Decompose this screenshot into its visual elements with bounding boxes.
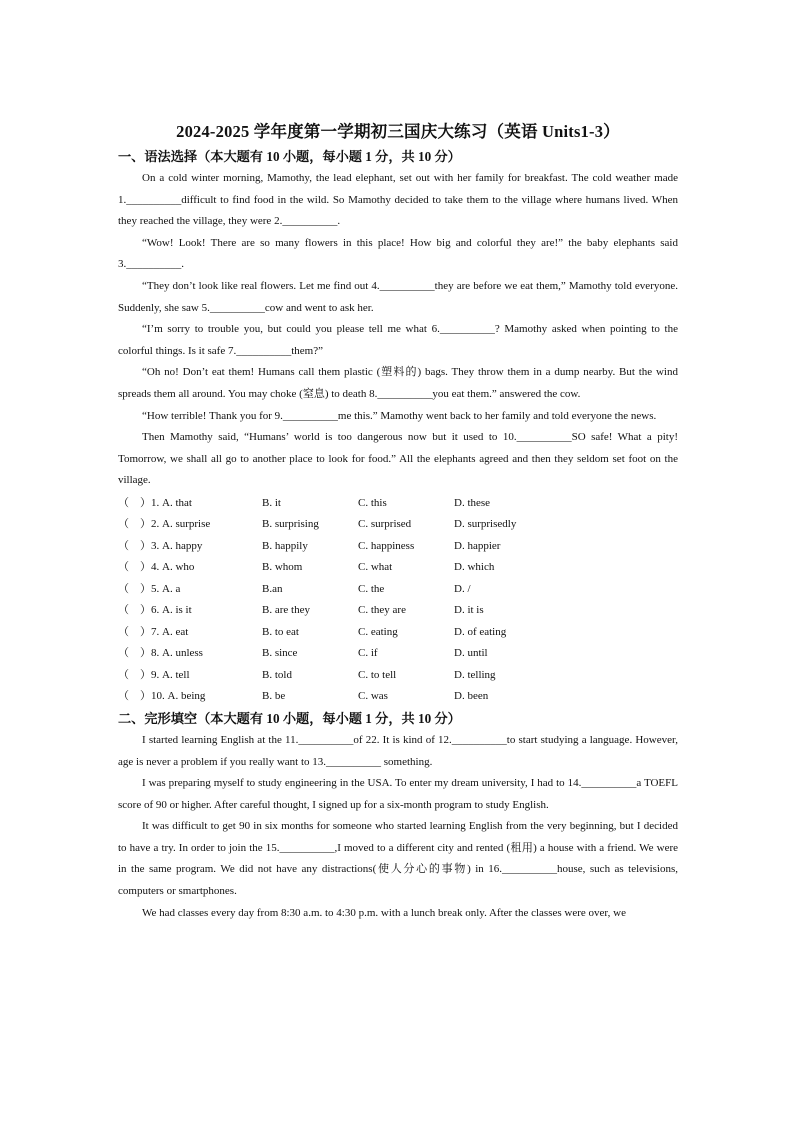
option-row bbox=[118, 622, 678, 644]
question-option: D. of eating bbox=[454, 625, 507, 638]
section1-options bbox=[118, 493, 678, 708]
question-option-a: （ ）4. A. who bbox=[118, 561, 195, 574]
passage-paragraph: I was preparing myself to study engineering in the USA. To enter my dream university, I had to 14.__________a TOEFL score of 90 or higher. After careful thought, I signed up for a six-month program to study English. bbox=[118, 777, 678, 811]
passage-paragraph: “Oh no! Don’t eat them! Humans call them plastic (塑料的) bags. They throw them in a dump nearby. But the wind spreads them all around. You may choke (窒息) to death 8.__________you eat them.” answered the cow. bbox=[118, 366, 678, 400]
section2-heading: 二、完形填空（本大题有 10 小题，每小题 1 分，共 10 分） bbox=[118, 710, 461, 726]
question-option: C. surprised bbox=[358, 518, 412, 531]
question-option-a: （ ）8. A. unless bbox=[118, 647, 203, 660]
question-option: D. it is bbox=[454, 604, 484, 617]
option-row bbox=[118, 536, 678, 558]
question-option: B. to eat bbox=[262, 625, 299, 638]
section2-passage bbox=[118, 730, 678, 924]
question-option-a: （ ）2. A. surprise bbox=[118, 518, 211, 531]
question-option: D. which bbox=[454, 561, 495, 574]
option-row bbox=[118, 686, 678, 708]
passage-paragraph: We had classes every day from 8:30 a.m. to 4:30 p.m. with a lunch break only. After the classes were over, we bbox=[142, 906, 626, 919]
passage-paragraph: I started learning English at the 11.__________of 22. It is kind of 12.__________to start studying a language. However, age is never a problem if you really want to 13.__________ something. bbox=[118, 733, 678, 768]
passage-paragraph: On a cold winter morning, Mamothy, the lead elephant, set out with her family for breakfast. The cold weather made 1.__________difficult to find food in the wild. So Mamothy decided to take them to the village where humans lived. When they reached the village, they were 2.__________. bbox=[118, 172, 678, 228]
question-option: C. what bbox=[358, 561, 393, 574]
question-option-a: （ ）7. A. eat bbox=[118, 625, 189, 638]
question-option-a: （ ）3. A. happy bbox=[118, 539, 203, 552]
option-row bbox=[118, 600, 678, 622]
question-option-a: （ ）6. A. is it bbox=[118, 604, 192, 617]
question-option: B. be bbox=[262, 690, 286, 703]
question-option: C. the bbox=[358, 582, 385, 595]
question-option: D. been bbox=[454, 690, 489, 703]
option-row bbox=[118, 557, 678, 579]
question-option: D. / bbox=[454, 582, 471, 595]
question-option: D. surprisedly bbox=[454, 518, 517, 531]
question-option: C. they are bbox=[358, 604, 406, 617]
question-option: D. happier bbox=[454, 539, 501, 552]
passage-paragraph: Then Mamothy said, “Humans’ world is too dangerous now but it used to 10.__________SO safe! What a pity! Tomorrow, we shall all go to another place to look for food.” All the elephants agreed and then they seldom set foot on the village. bbox=[118, 431, 678, 487]
page-title: 2024-2025 学年度第一学期初三国庆大练习（英语 Units1-3） bbox=[176, 122, 620, 141]
question-option-a: （ ）5. A. a bbox=[118, 582, 181, 595]
question-option: C. was bbox=[358, 690, 388, 703]
question-option: B. are they bbox=[262, 604, 310, 617]
question-option: B. whom bbox=[262, 561, 303, 574]
option-row bbox=[118, 493, 678, 515]
question-option: B. since bbox=[262, 647, 298, 660]
section1-heading: 一、语法选择（本大题有 10 小题，每小题 1 分，共 10 分） bbox=[118, 149, 461, 164]
question-option: B. it bbox=[262, 496, 281, 509]
question-option-a: （ ）10. A. being bbox=[118, 690, 206, 703]
question-option: C. happiness bbox=[358, 539, 415, 552]
question-option: B.an bbox=[262, 582, 283, 595]
question-option: B. happily bbox=[262, 539, 308, 552]
question-option: C. eating bbox=[358, 625, 398, 638]
question-option: C. to tell bbox=[358, 668, 397, 681]
passage-paragraph: “I’m sorry to trouble you, but could you please tell me what 6.__________? Mamothy asked when pointing to the colorful things. Is it safe 7.__________them?” bbox=[118, 323, 678, 357]
option-row bbox=[118, 514, 678, 536]
passage-paragraph: It was difficult to get 90 in six months for someone who started learning English from the very beginning, but I decided to have a try. In order to join the 15.__________,I moved to a different city and rented (租用) a house with a friend. We were in the same program. We did not have any distractions(使人分心的事物) in 16.__________house, such as televisions, computers or smartphones. bbox=[118, 820, 678, 898]
option-row bbox=[118, 665, 678, 687]
passage-paragraph: “Wow! Look! There are so many flowers in this place! How big and colorful they are!” the baby elephants said 3.__________. bbox=[118, 236, 678, 271]
section1-passage bbox=[118, 168, 678, 492]
question-option-a: （ ）1. A. that bbox=[118, 496, 192, 509]
question-option: D. until bbox=[454, 647, 488, 660]
passage-paragraph: “How terrible! Thank you for 9.__________me this.” Mamothy went back to her family and told everyone the news. bbox=[142, 409, 657, 422]
question-option: D. telling bbox=[454, 668, 496, 681]
question-option: C. if bbox=[358, 647, 378, 660]
passage-paragraph: “They don’t look like real flowers. Let me find out 4.__________they are before we eat them,” Mamothy told everyone. Suddenly, she saw 5.__________cow and went to ask her. bbox=[118, 279, 678, 314]
question-option: D. these bbox=[454, 496, 491, 509]
option-row bbox=[118, 643, 678, 665]
question-option-a: （ ）9. A. tell bbox=[118, 668, 190, 681]
option-row bbox=[118, 579, 678, 601]
question-option: B. told bbox=[262, 668, 292, 681]
question-option: B. surprising bbox=[262, 518, 319, 531]
question-option: C. this bbox=[358, 496, 387, 509]
